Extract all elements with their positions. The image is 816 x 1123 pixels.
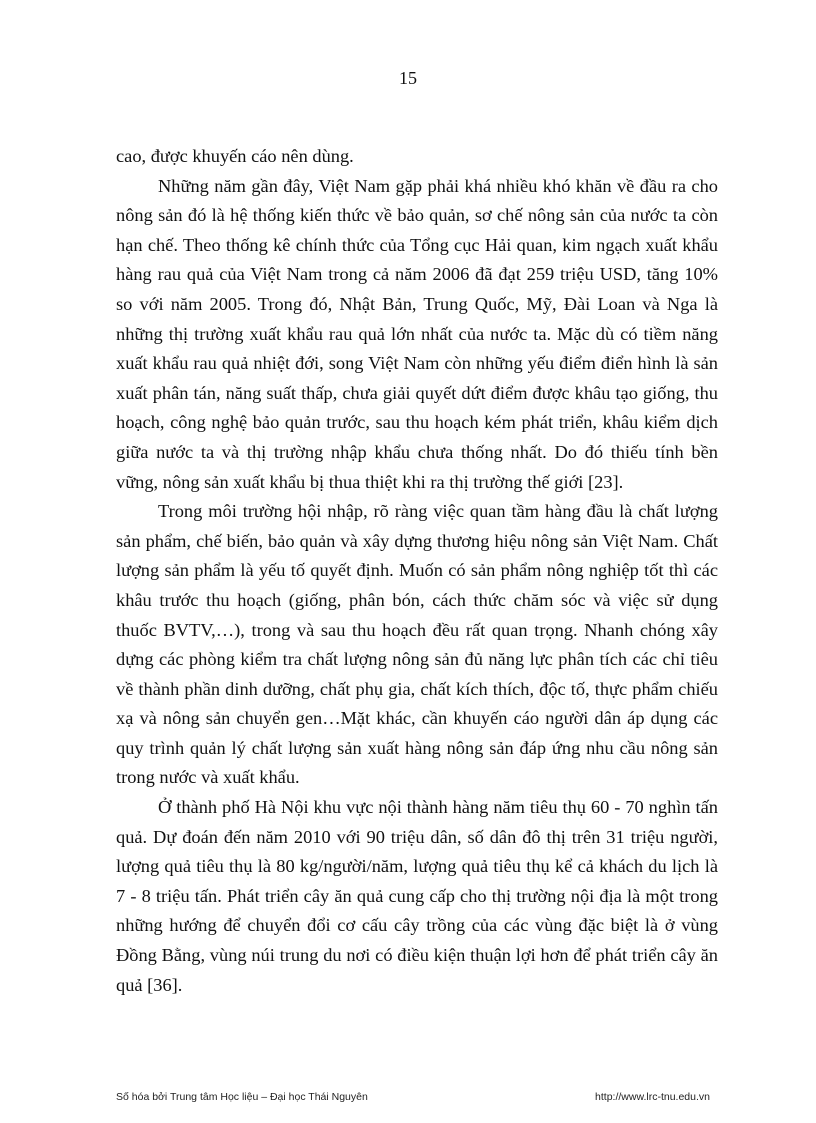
paragraph-export-difficulties: Những năm gần đây, Việt Nam gặp phải khá nhiều khó khăn về đầu ra cho nông sản đó là hệ thống kiến thức về bảo quản, sơ chế nông sản của nước ta còn hạn chế. Theo thống kê chính thức của Tổng cục Hải quan, kim ngạch xuất khẩu hàng rau quả của Việt Nam trong cả năm 2006 đã đạt 259 triệu USD, tăng 10% so với năm 2005. Trong đó, Nhật Bản, Trung Quốc, Mỹ, Đài Loan và Nga là những thị trường xuất khẩu rau quả lớn nhất của nước ta. Mặc dù có tiềm năng xuất khẩu rau quả nhiệt đới, song Việt Nam còn những yếu điểm điển hình là sản xuất phân tán, năng suất thấp, chưa giải quyết dứt điểm được khâu tạo giống, thu hoạch, công nghệ bảo quản trước, sau thu hoạch kém phát triển, khâu kiểm dịch giữa nước ta và thị trường nhập khẩu chưa thống nhất. Do đó thiếu tính bền vững, nông sản xuất khẩu bị thua thiệt khi ra thị trường thế giới [23].	[116, 175, 718, 492]
footer-credit: Số hóa bởi Trung tâm Học liệu – Đại học Thái Nguyên	[116, 1091, 368, 1103]
body-text	[116, 142, 718, 1000]
paragraph-product-quality: Trong môi trường hội nhập, rõ ràng việc quan tầm hàng đầu là chất lượng sản phẩm, chế biến, bảo quản và xây dựng thương hiệu nông sản Việt Nam. Chất lượng sản phẩm là yếu tố quyết định. Muốn có sản phẩm nông nghiệp tốt thì các khâu trước thu hoạch (giống, phân bón, cách thức chăm sóc và việc sử dụng thuốc BVTV,…), trong và sau thu hoạch đều rất quan trọng. Nhanh chóng xây dựng các phòng kiểm tra chất lượng nông sản đủ năng lực phân tích các chỉ tiêu về thành phần dinh dưỡng, chất phụ gia, chất kích thích, độc tố, thực phẩm chiếu xạ và nông sản chuyển gen…Mặt khác, cần khuyến cáo người dân áp dụng các quy trình quản lý chất lượng sản xuất hàng nông sản đáp ứng nhu cầu nông sản trong nước và xuất khẩu.	[116, 501, 718, 788]
page-number: 15	[399, 68, 417, 88]
paragraph-continuation: cao, được khuyến cáo nên dùng.	[116, 146, 354, 166]
paragraph-hanoi-consumption: Ở thành phố Hà Nội khu vực nội thành hàng năm tiêu thụ 60 - 70 nghìn tấn quả. Dự đoán đến năm 2010 với 90 triệu dân, số dân đô thị trên 31 triệu người, lượng quả tiêu thụ là 80 kg/người/năm, lượng quả tiêu thụ kể cả khách du lịch là 7 - 8 triệu tấn. Phát triển cây ăn quả cung cấp cho thị trường nội địa là một trong những hướng để chuyển đổi cơ cấu cây trồng của các vùng đặc biệt là ở vùng Đồng Bằng, vùng núi trung du nơi có điều kiện thuận lợi hơn để phát triển cây ăn quả [36].	[116, 797, 718, 995]
footer-url: http://www.lrc-tnu.edu.vn	[595, 1091, 710, 1103]
